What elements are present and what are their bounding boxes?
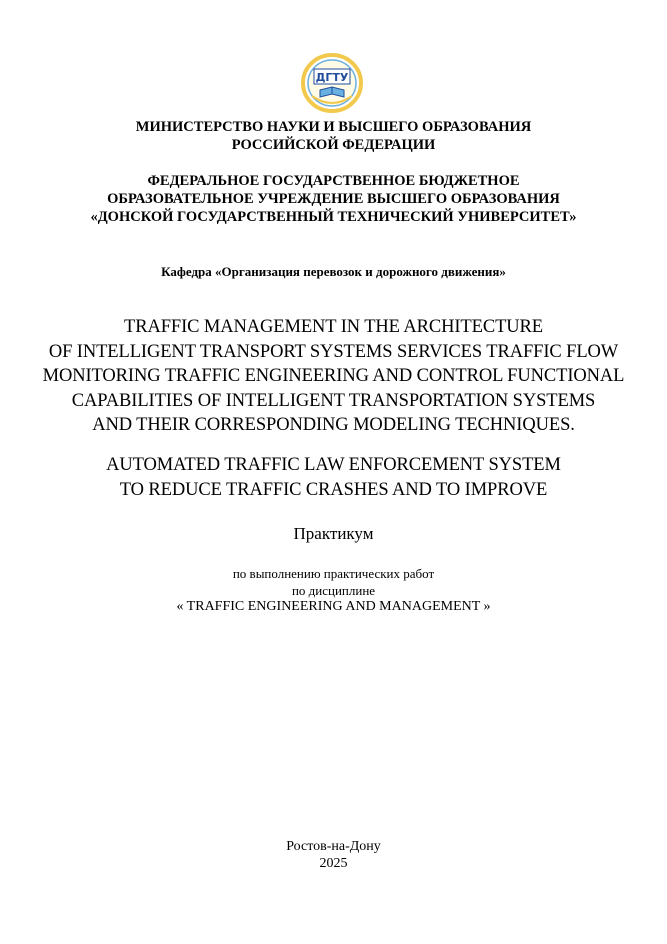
document-purpose	[0, 566, 667, 616]
title-line: MONITORING TRAFFIC ENGINEERING AND CONTROL FUNCTIONAL	[42, 366, 625, 386]
document-type	[0, 523, 667, 545]
document-title	[0, 315, 667, 438]
ministry-line: РОССИЙСКОЙ ФЕДЕРАЦИИ	[231, 137, 436, 153]
ministry-line: МИНИСТЕРСТВО НАУКИ И ВЫСШЕГО ОБРАЗОВАНИЯ	[135, 119, 532, 135]
title-line: CAPABILITIES OF INTELLIGENT TRANSPORTATION SYSTEMS	[71, 390, 596, 411]
institution-heading	[0, 172, 667, 226]
document-subtitle	[0, 453, 667, 502]
university-logo-icon	[300, 52, 364, 114]
publication-footer	[0, 838, 667, 872]
institution-line: ФЕДЕРАЛЬНОЕ ГОСУДАРСТВЕННОЕ БЮДЖЕТНОЕ	[147, 173, 520, 189]
title-line: OF INTELLIGENT TRANSPORT SYSTEMS SERVICES TRAFFIC FLOW	[48, 341, 619, 362]
purpose-line: по дисциплине	[291, 582, 376, 598]
institution-line: ОБРАЗОВАТЕЛЬНОЕ УЧРЕЖДЕНИЕ ВЫСШЕГО ОБРАЗОВАНИЯ	[107, 191, 560, 207]
purpose-line: по выполнению практических работ	[232, 566, 435, 581]
document-type-label: Практикум	[293, 524, 374, 543]
institution-line: «ДОНСКОЙ ГОСУДАРСТВЕННЫЙ ТЕХНИЧЕСКИЙ УНИВЕРСИТЕТ»	[90, 209, 577, 225]
ministry-heading	[0, 118, 667, 154]
subtitle-line: TO REDUCE TRAFFIC CRASHES AND TO IMPROVE	[119, 479, 548, 500]
publication-year: 2025	[319, 856, 348, 871]
department-name	[0, 263, 667, 281]
department-line: Кафедра «Организация перевозок и дорожного движения»	[161, 264, 506, 279]
logo-text: ДГТУ	[315, 71, 349, 84]
subtitle-line: AUTOMATED TRAFFIC LAW ENFORCEMENT SYSTEM	[106, 455, 561, 475]
title-line: AND THEIR CORRESPONDING MODELING TECHNIQUES.	[92, 415, 575, 435]
publication-city: Ростов-на-Дону	[286, 839, 381, 854]
discipline-name: « TRAFFIC ENGINEERING AND MANAGEMENT »	[176, 599, 491, 614]
title-line: TRAFFIC MANAGEMENT IN THE ARCHITECTURE	[124, 317, 543, 337]
